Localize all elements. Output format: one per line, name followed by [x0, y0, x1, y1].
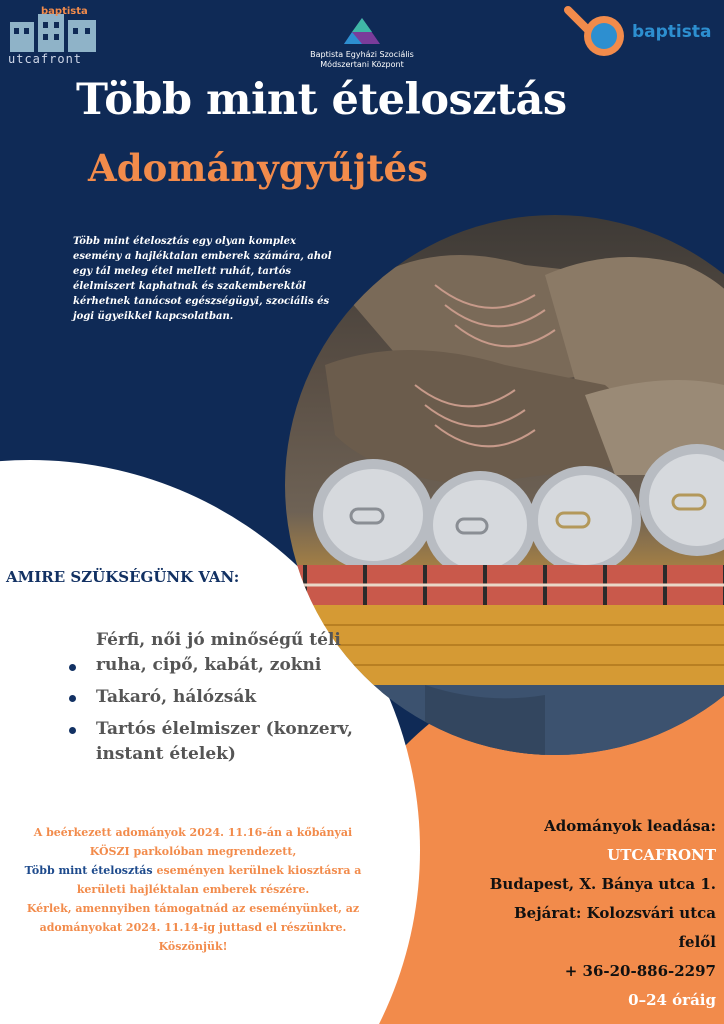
- dropoff-heading: Adományok leadása:: [544, 817, 716, 835]
- need-item-food: Tartós élelmiszer (konzerv, instant ételek): [96, 717, 386, 767]
- utcafront-logo: [8, 4, 103, 68]
- event-description: Több mint ételosztás egy olyan komplex esemény a hajléktalan emberek számára, ahol egy tál meleg étel mellett ruhát, tartós élelmiszert kaphatnak és szakemberektől kérhetnek tanácsot egészségügyi, szociális és jogi ügyeikkel kapcsolatban.: [73, 236, 332, 322]
- need-item-clothing: Férfi, női jó minőségű téli ruha, cipő, kabát, zokni: [96, 628, 386, 678]
- baptista-small-label: baptista: [41, 6, 88, 17]
- page-subtitle: Adománygyűjtés: [88, 146, 428, 190]
- dropoff-entrance-cont: felől: [678, 933, 716, 951]
- dropoff-organization: UTCAFRONT: [607, 846, 716, 864]
- event-name-highlight: Több mint ételosztás: [24, 864, 153, 877]
- needs-list: [96, 628, 386, 774]
- baptista-logo: [562, 4, 722, 60]
- page-title: Több mint ételosztás: [76, 75, 567, 125]
- donation-info: [20, 823, 366, 956]
- baptista-wordmark: baptista: [632, 22, 712, 42]
- dropoff-info: [440, 812, 716, 1015]
- dropoff-phone: + 36-20-886-2297: [564, 962, 716, 980]
- donation-info-part3: Kérlek, amennyiben támogatnád az eseményünket, az adományokat 2024. 11.14-ig juttasd el részünkre.: [26, 902, 360, 934]
- needs-heading: AMIRE SZÜKSÉGÜNK VAN:: [6, 568, 240, 586]
- thanks-text: Köszönjük!: [158, 940, 228, 953]
- need-item-blankets: Takaró, hálózsák: [96, 685, 386, 710]
- triangle-logo-icon: [342, 16, 382, 46]
- bethany-logo: [292, 16, 432, 70]
- baptista-symbol-icon: [562, 4, 632, 60]
- utcafront-wordmark: utcafront: [8, 52, 83, 66]
- donation-info-part1: A beérkezett adományok 2024. 11.16-án a kőbányai KÖSZI parkolóban megrendezett,: [33, 826, 353, 858]
- donation-info-part2: eseményen kerülnek kiosztásra a kerületi hajléktalan emberek részére.: [76, 864, 362, 896]
- organization-name-line2: Módszertani Központ: [320, 60, 404, 69]
- dropoff-address: Budapest, X. Bánya utca 1.: [489, 875, 716, 893]
- dropoff-entrance: Bejárat: Kolozsvári utca: [513, 904, 716, 922]
- dropoff-hours: 0–24 óráig: [628, 991, 716, 1009]
- organization-name-line1: Baptista Egyházi Szociális: [310, 50, 414, 59]
